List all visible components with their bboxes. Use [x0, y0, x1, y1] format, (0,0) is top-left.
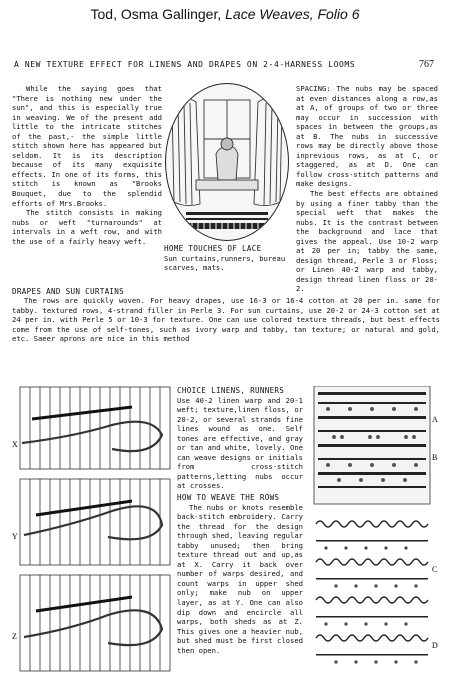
weave-rows-heading: HOW TO WEAVE THE ROWS [177, 493, 280, 503]
document-header [0, 6, 450, 22]
label-y: Y [12, 532, 18, 541]
label-d: D [432, 641, 438, 650]
drapes-section [12, 287, 440, 344]
best-effects-para: The best effects are obtained by using a finer tabby than the special weft that makes the nubs. It is the contrast between the background and lace that gives the appeal. Use 10-2 warp at 20 per in; tabby the same, design thread, Perle 3 or Floss; or Linen 40-2 warp and tabby, design thread linen floss or 20-2. [296, 189, 438, 294]
running-head [14, 60, 434, 69]
diagram-y [20, 479, 170, 565]
drapes-heading: DRAPES AND SUN CURTAINS [12, 287, 125, 296]
header-author: Tod, Osma Gallinger, [90, 6, 226, 22]
home-touches-text: Sun curtains,runners, bureau scarves, mats. [164, 253, 286, 273]
header-book-title: Lace Weaves, Folio 6 [225, 6, 360, 22]
middle-column [177, 386, 303, 655]
sample-upper [314, 386, 430, 504]
drapes-body: The rows are quickly woven. For heavy drapes, use 16-3 or 16-4 cotton at 20 per in. same for tabby. textured rows, 4-strand filler in Perle 3. For sun curtains, use 20-2 or 24-3 cotton set at 24 per in. with Perle 5 or 10-3 for texture. One can use colored texture threads, but best effects come from the use of self-tones, such as ivory warp and tabby, tan texture; or natural and gold, etc. Saeer aprons are nice in this method [12, 296, 440, 344]
home-touches-heading: HOME TOUCHES OF LACE [164, 244, 262, 253]
texture-samples [310, 386, 442, 674]
page-number: 767 [419, 59, 434, 70]
left-para-intro: While the saying goes that "There is nothing new under the sun", and this is especially true in weaving. We of the present add little to the intricate stitches of the past,- the simple little stitch shown here has appeared but seldom. It is its description because of its many exquisite effects. In one of its forms, this stitch is known as "Brooks Bouquet, due to the splendid efforts of Mrs.Brooks. [12, 84, 162, 208]
running-head-title: A NEW TEXTURE EFFECT FOR LINENS AND DRAPES ON 2-4-HARNESS LOOMS [14, 60, 356, 69]
spacing-para: SPACING: The nubs may be spaced at even distances along a row,as at A, of groups of two or three may occur in succession with spaces in between the groups,as at B. The nubs in successive rows may be directly above those inprevious rows, as at C, or staggered, as at D. One can follow cross-stitch patterns and make designs. [296, 84, 438, 189]
choice-linens-text: Use 40-2 linen warp and 20-1 weft; texture,linen floss, or 20-2, or several strands fine lines wound as one. Self tones are effective, and gray or tan and white, lovely. One can weave designs or initials from cross-stitch patterns,letting nubs occur at crosses. [177, 395, 303, 491]
right-column [296, 84, 438, 294]
label-x: X [12, 440, 18, 449]
label-b: B [432, 453, 438, 462]
label-c: C [432, 565, 438, 574]
home-touches-caption [164, 244, 288, 273]
sample-lower [316, 521, 428, 664]
label-z: Z [12, 632, 17, 641]
diagram-x [20, 387, 170, 469]
label-a: A [432, 415, 438, 424]
left-para-stitch: The stitch consists in making nubs or weft "turnarounds" at intervals in a weft row, and with the use of a fairly heavy weft. [12, 208, 162, 246]
weaving-diagrams [12, 385, 174, 675]
choice-linens-heading: CHOICE LINENS, RUNNERS [177, 386, 285, 395]
window-curtain-illustration [165, 83, 289, 241]
diagram-z [20, 575, 170, 671]
weave-rows-text: The nubs or knots resemble back-stitch embroidery. Carry the thread for the design through shed, leaving regular tabby unused; then bring texture thread out and up,as at X. Carry it back over number of warps desired, and count warps in upper shed only; make nub on upper layer, as at Y. One can also dip down and encircle all warps, both sheds as at Z. This gives one a heavier nub, but shed must be first closed then open. [177, 502, 303, 655]
curtain-drawing [166, 84, 288, 240]
left-column [12, 84, 162, 246]
